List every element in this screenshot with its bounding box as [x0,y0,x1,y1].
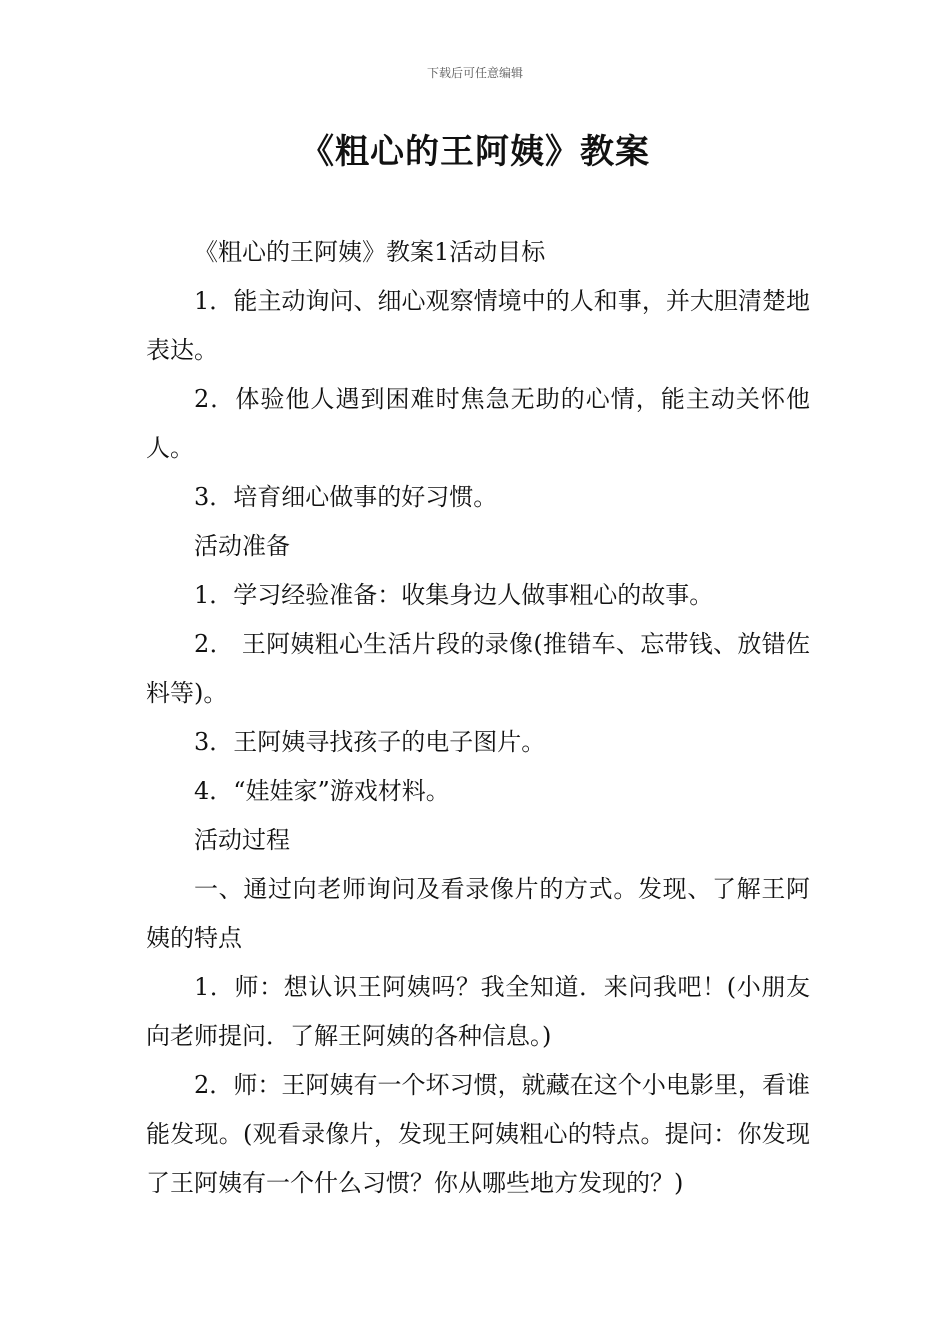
paragraph-process-item-1: 1．师：想认识王阿姨吗？我全知道．来问我吧！(小朋友向老师提问．了解王阿姨的各种信息。) [146,973,810,1050]
paragraph-prep-3: 3．王阿姨寻找孩子的电子图片。 [194,728,546,756]
paragraph-process-item-2: 2．师：王阿姨有一个坏习惯，就藏在这个小电影里，看谁能发现。(观看录像片，发现王阿姨粗心的特点。提问：你发现了王阿姨有一个什么习惯？你从哪些地方发现的？) [146,1071,810,1197]
paragraph-goal-2: 2．体验他人遇到困难时焦急无助的心情，能主动关怀他人。 [146,385,810,462]
section-heading-process: 活动过程 [194,826,290,854]
section-heading-preparation: 活动准备 [194,532,290,560]
page-header-note: 下载后可任意编辑 [426,66,523,80]
paragraph-prep-1: 1．学习经验准备：收集身边人做事粗心的故事。 [194,581,714,609]
paragraph-goal-3: 3．培育细心做事的好习惯。 [194,483,498,511]
paragraph-goal-1: 1．能主动询问、细心观察情境中的人和事，并大胆清楚地表达。 [146,287,810,364]
paragraph-prep-2: 2． 王阿姨粗心生活片段的录像(推错车、忘带钱、放错佐料等)。 [146,630,810,707]
paragraph-prep-4: 4．“娃娃家”游戏材料。 [194,777,450,805]
document-body [146,228,810,1208]
paragraph-intro: 《粗心的王阿姨》教案1活动目标 [194,238,546,266]
paragraph-process-step-1: 一、通过向老师询问及看录像片的方式。发现、了解王阿姨的特点 [146,875,810,952]
document-title: 《粗心的王阿姨》教案 [300,132,650,172]
